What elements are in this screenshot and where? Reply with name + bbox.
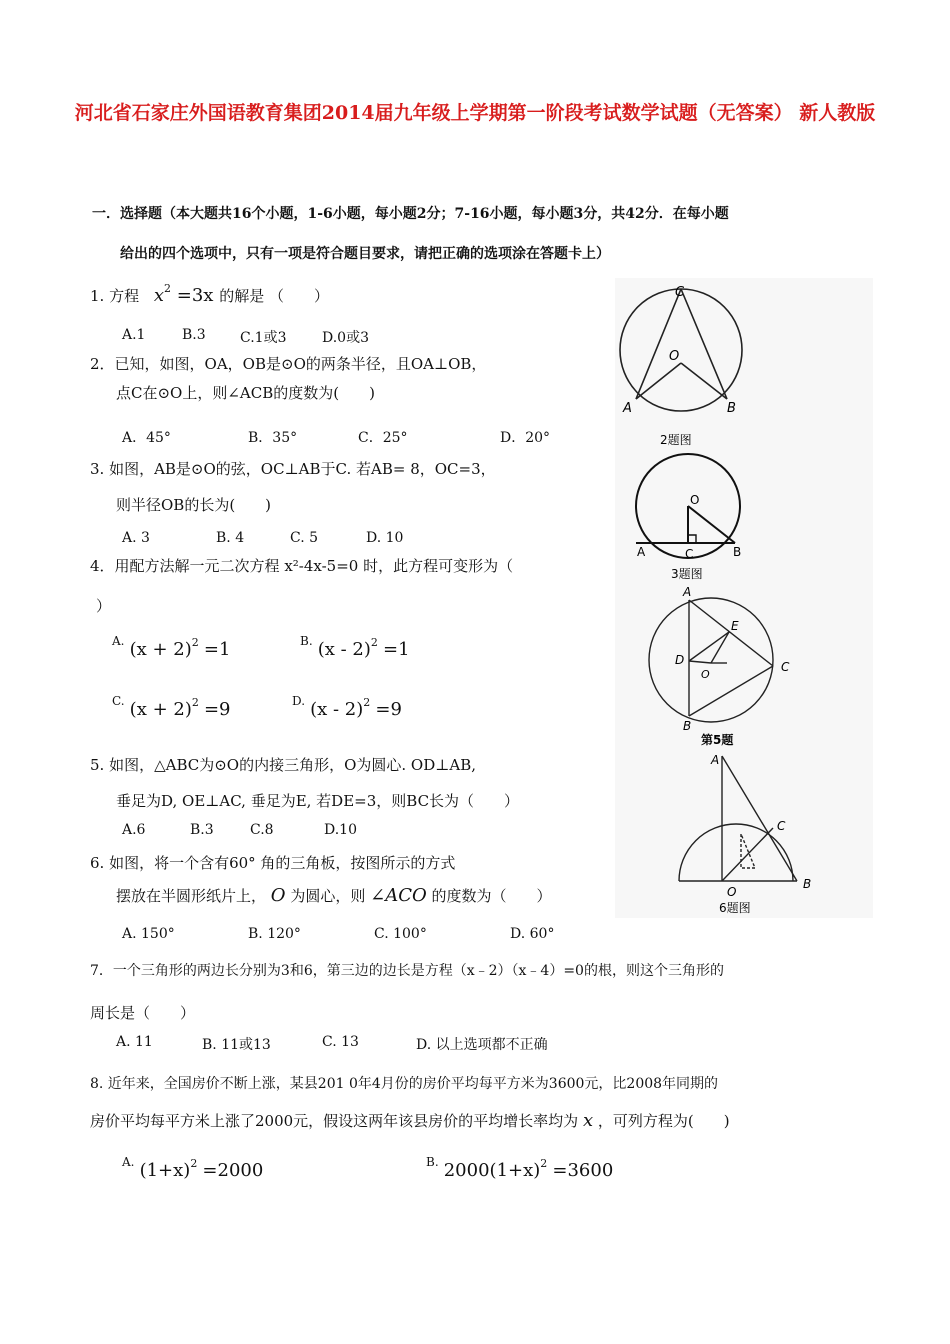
q2-option-b: B．35° [248, 430, 298, 446]
q1-option-a: A.1 [122, 327, 146, 343]
q7-option-b: B. 11或13 [202, 1037, 271, 1053]
q5-line2: 垂足为D, OE⊥AC, 垂足为E, 若DE=3，则BC长为（ ） [116, 792, 520, 810]
q6-line2-c: 的度数为（ ） [431, 887, 552, 905]
q2-line2: 点C在⊙O上，则∠ACB的度数为( ) [116, 384, 375, 402]
q8-line2-b: ，可列方程为( ) [597, 1112, 730, 1130]
q4-line2: ） [96, 597, 112, 615]
fig5-line-od [689, 661, 711, 663]
q4-option-d-label: D. [292, 694, 306, 708]
figures-panel [615, 278, 873, 918]
q3-option-c: C. 5 [290, 530, 319, 546]
q8-option-a-expr: (1+x) [139, 1160, 191, 1181]
q6-option-b: B. 120° [248, 926, 301, 942]
q8-option-a: $^{A.}$ $(1+x)^2 =2000$ [122, 1155, 264, 1181]
q7-line1: 7．一个三角形的两边长分别为3和6，第三边的边长是方程（x﹣2）（x﹣4）=0的根，则这个三角形的 [90, 963, 724, 979]
fig6-line-ab [722, 756, 797, 881]
fig3-label-a: A [637, 545, 646, 559]
q8-option-b-label: B. [426, 1155, 439, 1169]
q4-option-c: $^{C.}$ $(x + 2)^2 =9$ [112, 694, 231, 720]
q5-option-a: A.6 [122, 822, 146, 838]
fig5-label-b: B [683, 719, 692, 733]
fig3-label-b: B [733, 545, 742, 559]
page-title: 河北省石家庄外国语教育集团2014届九年级上学期第一阶段考试数学试题（无答案） 新人教版 [74, 102, 876, 124]
q7-option-a: A. 11 [116, 1034, 153, 1050]
fig6-dashed-triangle [741, 834, 755, 868]
q8-option-b: $^{B.}$ $2000(1+x)^2 =3600$ [426, 1155, 614, 1181]
figure-3 [636, 454, 740, 558]
q4-option-a: $^{A.}$ $(x + 2)^2 =1$ [112, 634, 231, 660]
q4-option-d-expr: (x - 2) [310, 699, 364, 720]
q3-option-b: B. 4 [216, 530, 245, 546]
fig3-label-c: C [685, 547, 694, 561]
q1-equation: $x^2 =3x$ [153, 282, 214, 306]
fig2-line-cb [681, 289, 727, 399]
q5-option-c: C.8 [250, 822, 274, 838]
q6-option-a: A. 150° [122, 926, 175, 942]
figures-svg [615, 278, 873, 918]
q3-line1: 3. 如图，AB是⊙O的弦，OC⊥AB于C. 若AB= 8，OC=3， [90, 460, 496, 478]
fig6-label-o: O [727, 885, 737, 899]
q8-line2 [90, 1110, 730, 1131]
q5-option-d: D.10 [324, 822, 357, 838]
q8-line2-a: 房价平均每平方米上涨了2000元，假设这两年该县房价的平均增长率均为 [90, 1112, 579, 1130]
section-heading-line2: 给出的四个选项中，只有一项是符合题目要求，请把正确的选项涂在答题卡上） [120, 246, 610, 262]
q4-option-a-label: A. [112, 634, 125, 648]
figure-5 [649, 598, 773, 722]
fig5-label-d: D [675, 653, 685, 667]
fig5-label-o: O [701, 668, 710, 681]
q1-eq-lhs: x [153, 285, 165, 306]
q1-eq-rhs: =3x [176, 285, 214, 306]
q4-option-c-expr: (x + 2) [129, 699, 192, 720]
fig3-label-o: O [690, 493, 700, 507]
q6-line2-b: 为圆心，则 [290, 887, 366, 905]
q4-line1: 4．用配方法解一元二次方程 x²-4x-5=0 时，此方程可变形为（ [90, 557, 514, 575]
fig2-label-o: O [669, 349, 680, 364]
q4-option-a-rhs: =1 [203, 639, 231, 660]
q5-option-b: B.3 [190, 822, 214, 838]
fig5-line-ac [689, 600, 773, 666]
q1-option-d: D.0或3 [322, 330, 369, 346]
fig6-label-a: A [711, 753, 720, 767]
q1-stem-b: 的解是 （ ） [219, 287, 329, 305]
fig3-line-ob [688, 506, 735, 543]
fig6-caption: 6题图 [719, 901, 751, 915]
fig6-semicircle [679, 824, 793, 881]
q4-option-a-expr: (x + 2) [129, 639, 192, 660]
fig5-label-c: C [781, 660, 790, 674]
q3-option-d: D. 10 [366, 530, 404, 546]
fig6-label-b: B [803, 877, 812, 891]
fig2-label-a: A [623, 401, 632, 416]
q6-angle: ∠ACO [370, 885, 427, 906]
q4-option-b-expr: (x - 2) [317, 639, 371, 660]
q8-option-a-rhs: =2000 [202, 1160, 264, 1181]
q4-option-d: $^{D.}$ (x - 2)$^2$ =9 [292, 694, 402, 720]
fig6-line-oc [722, 828, 773, 881]
q5-line1: 5. 如图，△ABC为⊙O的内接三角形，O为圆心. OD⊥AB, [90, 756, 476, 774]
q3-option-a: A. 3 [122, 530, 150, 546]
q2-option-a: A．45° [122, 430, 171, 446]
q6-line2-a: 摆放在半圆形纸片上， [116, 887, 267, 905]
fig5-caption: 第5题 [701, 733, 734, 747]
q8-line1: 8. 近年来，全国房价不断上涨，某县201 0年4月份的房价平均每平方米为3600元，比2008年同期的 [90, 1076, 719, 1092]
q4-option-c-label: C. [112, 694, 125, 708]
fig5-label-a: A [683, 585, 692, 599]
q8-option-b-expr: 2000(1+x) [443, 1160, 541, 1181]
fig5-line-oe [711, 632, 729, 663]
fig5-line-de [689, 632, 729, 661]
q8-var-x: x [582, 1110, 594, 1131]
fig2-label-c: C [675, 285, 685, 300]
q4-option-b-rhs: =1 [383, 639, 410, 660]
figure-2 [620, 289, 742, 411]
q6-line2 [116, 885, 552, 906]
fig5-label-e: E [731, 619, 739, 633]
q6-center-o: O [270, 885, 286, 906]
section-heading-line1: 一．选择题（本大题共16个小题，1-6小题，每小题2分；7-16小题，每小题3分，共42分．在每小题 [92, 206, 729, 222]
q8-option-b-rhs: =3600 [552, 1160, 614, 1181]
q4-option-d-rhs: =9 [375, 699, 402, 720]
q1-stem-a: 1. 方程 [90, 287, 140, 305]
q6-option-d: D. 60° [510, 926, 555, 942]
q2-option-d: D．20° [500, 430, 551, 446]
q7-line2: 周长是（ ） [90, 1004, 196, 1022]
fig6-label-c: C [777, 819, 786, 833]
q1-option-c: C.1或3 [240, 330, 287, 346]
q6-line1: 6. 如图，将一个含有60° 角的三角板，按图所示的方式 [90, 854, 456, 872]
q8-option-a-label: A. [122, 1155, 135, 1169]
q4-option-c-rhs: =9 [203, 699, 231, 720]
q1-stem [90, 282, 329, 306]
fig2-label-b: B [727, 401, 736, 416]
q6-option-c: C. 100° [374, 926, 427, 942]
fig3-caption: 3题图 [671, 567, 703, 581]
fig3-right-angle [688, 535, 696, 543]
q7-option-d: D. 以上选项都不正确 [416, 1037, 548, 1053]
q2-option-c: C．25° [358, 430, 408, 446]
q2-line1: 2．已知，如图，OA，OB是⊙O的两条半径，且OA⊥OB， [90, 355, 487, 373]
q4-option-b-label: B. [300, 634, 313, 648]
q7-option-c: C. 13 [322, 1034, 359, 1050]
q1-option-b: B.3 [182, 327, 206, 343]
q3-line2: 则半径OB的长为( ) [116, 496, 272, 514]
fig2-caption: 2题图 [660, 433, 692, 447]
fig2-line-ca [636, 289, 681, 399]
q4-option-b: $^{B.}$ (x - 2)$^2$ =1 [300, 634, 410, 660]
